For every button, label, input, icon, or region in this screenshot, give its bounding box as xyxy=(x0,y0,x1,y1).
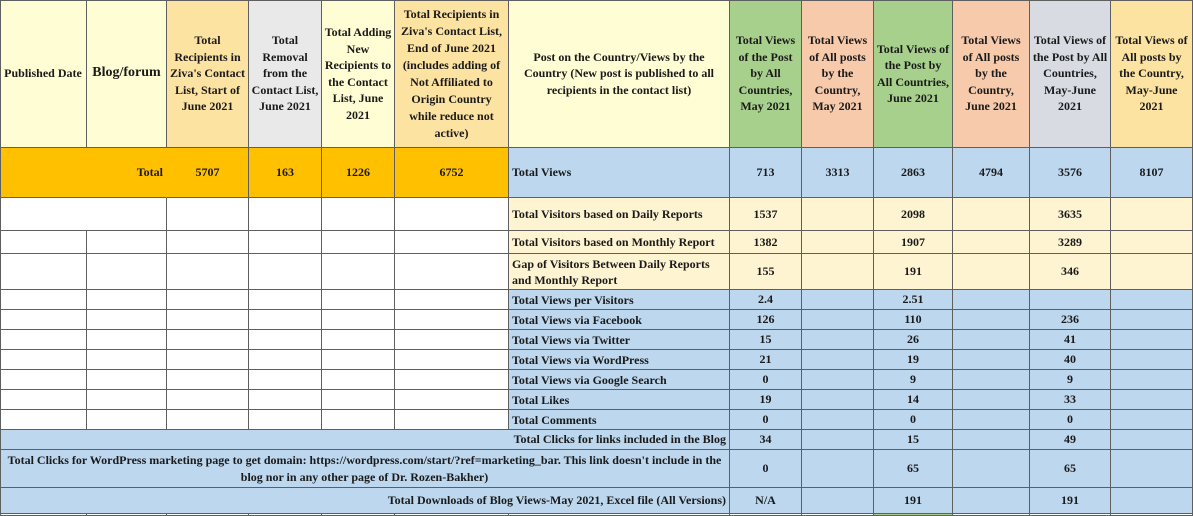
metric-may[interactable]: 2.4 xyxy=(730,290,802,310)
bottom-metric-all-may-june[interactable] xyxy=(1111,430,1193,450)
empty-cell[interactable] xyxy=(249,231,322,254)
empty-cell[interactable] xyxy=(0,410,87,430)
metric-may-june[interactable]: 3635 xyxy=(1030,198,1111,231)
metric-all-may-june[interactable] xyxy=(1111,350,1193,370)
metric-all-may-june[interactable] xyxy=(1111,198,1193,231)
bottom-metric-all-may[interactable] xyxy=(802,430,874,450)
metric-all-may[interactable] xyxy=(802,410,874,430)
metric-may-june[interactable]: 33 xyxy=(1030,390,1111,410)
empty-cell[interactable] xyxy=(249,290,322,310)
metric-label[interactable]: Total Views via Google Search xyxy=(509,370,730,390)
empty-cell[interactable] xyxy=(395,231,509,254)
empty-cell[interactable] xyxy=(322,350,395,370)
metric-label[interactable]: Total Views via Twitter xyxy=(509,330,730,350)
metric-all-june[interactable] xyxy=(953,390,1030,410)
metric-june[interactable]: 110 xyxy=(874,310,953,330)
metric-may[interactable]: 126 xyxy=(730,310,802,330)
metric-label[interactable]: Total Comments xyxy=(509,410,730,430)
metric-all-may-june[interactable] xyxy=(1111,254,1193,290)
empty-cell[interactable] xyxy=(167,410,249,430)
metric-label[interactable]: Gap of Visitors Between Daily Reports and Monthly Report xyxy=(509,254,730,290)
metric-may[interactable]: 0 xyxy=(730,410,802,430)
empty-cell[interactable] xyxy=(249,330,322,350)
header-views-all-country-may[interactable]: Total Views of All posts by the Country, May 2021 xyxy=(802,0,874,148)
grid-top-border xyxy=(0,0,1193,1)
empty-cell[interactable] xyxy=(0,350,87,370)
metric-may-june[interactable]: 3289 xyxy=(1030,231,1111,254)
empty-cell[interactable] xyxy=(322,231,395,254)
metric-may[interactable]: 21 xyxy=(730,350,802,370)
metric-may[interactable]: 19 xyxy=(730,390,802,410)
total-views-june[interactable]: 2863 xyxy=(874,148,953,198)
empty-cell[interactable] xyxy=(167,231,249,254)
metric-label[interactable]: Total Views via Facebook xyxy=(509,310,730,330)
metric-all-may[interactable] xyxy=(802,390,874,410)
empty-cell[interactable] xyxy=(0,390,87,410)
metric-all-june[interactable] xyxy=(953,370,1030,390)
metric-may[interactable]: 1537 xyxy=(730,198,802,231)
empty-cell[interactable] xyxy=(0,310,87,330)
bottom-metric-label[interactable]: Total Clicks for WordPress marketing page to get domain: https://wordpress.com/start/?ref=marketing_bar. This link doesn't include in the blog nor in any other page of Dr. Rozen-Bakher) xyxy=(0,450,730,488)
metric-may-june[interactable]: 346 xyxy=(1030,254,1111,290)
header-views-post-may[interactable]: Total Views of the Post by All Countries, May 2021 xyxy=(730,0,802,148)
metric-may[interactable]: 15 xyxy=(730,330,802,350)
empty-cell[interactable] xyxy=(322,254,395,290)
bottom-metric-may-june[interactable]: 49 xyxy=(1030,430,1111,450)
empty-cell[interactable] xyxy=(395,310,509,330)
empty-cell[interactable] xyxy=(167,390,249,410)
empty-cell[interactable] xyxy=(249,410,322,430)
metric-label[interactable]: Total Visitors based on Daily Reports xyxy=(509,198,730,231)
metric-label[interactable]: Total Likes xyxy=(509,390,730,410)
total-removal[interactable]: 163 xyxy=(249,148,322,198)
bottom-metric-may[interactable]: 0 xyxy=(730,450,802,488)
metric-label[interactable]: Total Views via WordPress xyxy=(509,350,730,370)
empty-cell[interactable] xyxy=(0,330,87,350)
total-views-all-june[interactable]: 4794 xyxy=(953,148,1030,198)
empty-cell[interactable] xyxy=(322,310,395,330)
empty-cell[interactable] xyxy=(87,254,167,290)
empty-cell[interactable] xyxy=(0,254,87,290)
empty-cell[interactable] xyxy=(322,290,395,310)
metric-june[interactable]: 0 xyxy=(874,410,953,430)
header-post-country[interactable]: Post on the Country/Views by the Country (New post is published to all recipients in the contact list) xyxy=(509,0,730,148)
empty-cell[interactable] xyxy=(87,231,167,254)
metric-all-may[interactable] xyxy=(802,198,874,231)
header-end-june[interactable]: Total Recipients in Ziva's Contact List, End of June 2021 (includes adding of Not Affiliated to Origin Country while reduce not active) xyxy=(395,0,509,148)
metric-all-may[interactable] xyxy=(802,290,874,310)
bottom-metric-all-may-june[interactable] xyxy=(1111,450,1193,488)
empty-cell[interactable] xyxy=(167,350,249,370)
bottom-metric-all-june[interactable] xyxy=(953,450,1030,488)
metric-june[interactable]: 14 xyxy=(874,390,953,410)
empty-cell[interactable] xyxy=(395,350,509,370)
total-views-all-may-june[interactable]: 8107 xyxy=(1111,148,1193,198)
metric-all-june[interactable] xyxy=(953,350,1030,370)
metric-all-may-june[interactable] xyxy=(1111,410,1193,430)
empty-cell[interactable] xyxy=(0,231,87,254)
empty-cell[interactable] xyxy=(249,390,322,410)
empty-cell[interactable] xyxy=(322,370,395,390)
header-views-all-country-may-june[interactable]: Total Views of All posts by the Country, May-June 2021 xyxy=(1111,0,1193,148)
bottom-metric-all-may-june[interactable] xyxy=(1111,488,1193,514)
empty-cell[interactable] xyxy=(249,370,322,390)
metric-may[interactable]: 155 xyxy=(730,254,802,290)
metric-may-june[interactable]: 9 xyxy=(1030,370,1111,390)
metric-may-june[interactable]: 0 xyxy=(1030,410,1111,430)
empty-cell[interactable] xyxy=(167,370,249,390)
metric-all-may-june[interactable] xyxy=(1111,370,1193,390)
bottom-metric-all-may[interactable] xyxy=(802,488,874,514)
header-removal-june[interactable]: Total Removal from the Contact List, June 2021 xyxy=(249,0,322,148)
metric-all-june[interactable] xyxy=(953,410,1030,430)
total-views-may-june[interactable]: 3576 xyxy=(1030,148,1111,198)
header-published-date[interactable]: Published Date xyxy=(0,0,87,148)
metric-all-may[interactable] xyxy=(802,350,874,370)
empty-cell[interactable] xyxy=(249,350,322,370)
metric-all-june[interactable] xyxy=(953,330,1030,350)
empty-cell[interactable] xyxy=(87,330,167,350)
metric-may-june[interactable]: 236 xyxy=(1030,310,1111,330)
empty-cell[interactable] xyxy=(322,390,395,410)
empty-cell[interactable] xyxy=(395,254,509,290)
metric-june[interactable]: 26 xyxy=(874,330,953,350)
empty-cell[interactable] xyxy=(395,410,509,430)
metric-june[interactable]: 1907 xyxy=(874,231,953,254)
metric-june[interactable]: 2098 xyxy=(874,198,953,231)
empty-cell[interactable] xyxy=(249,198,322,231)
metric-all-may[interactable] xyxy=(802,330,874,350)
bottom-metric-may-june[interactable]: 65 xyxy=(1030,450,1111,488)
metric-all-may-june[interactable] xyxy=(1111,231,1193,254)
metric-label[interactable]: Total Views per Visitors xyxy=(509,290,730,310)
empty-cell[interactable] xyxy=(0,290,87,310)
bottom-metric-june[interactable]: 191 xyxy=(874,488,953,514)
empty-cell[interactable] xyxy=(87,370,167,390)
metric-june[interactable]: 191 xyxy=(874,254,953,290)
empty-cell[interactable] xyxy=(167,254,249,290)
metric-all-june[interactable] xyxy=(953,198,1030,231)
empty-cell[interactable] xyxy=(87,390,167,410)
metric-all-may-june[interactable] xyxy=(1111,310,1193,330)
empty-cell[interactable] xyxy=(322,198,395,231)
header-adding-june[interactable]: Total Adding New Recipients to the Contact List, June 2021 xyxy=(322,0,395,148)
total-start-june[interactable]: 5707 xyxy=(167,148,249,198)
metric-all-june[interactable] xyxy=(953,310,1030,330)
metric-all-june[interactable] xyxy=(953,254,1030,290)
bottom-metric-all-june[interactable] xyxy=(953,488,1030,514)
header-views-all-country-june[interactable]: Total Views of All posts by the Country, June 2021 xyxy=(953,0,1030,148)
total-views-may[interactable]: 713 xyxy=(730,148,802,198)
metric-may-june[interactable]: 41 xyxy=(1030,330,1111,350)
empty-cell[interactable] xyxy=(249,310,322,330)
empty-cell[interactable] xyxy=(395,330,509,350)
metric-may-june[interactable]: 40 xyxy=(1030,350,1111,370)
bottom-metric-label[interactable]: Total Clicks for links included in the Blog xyxy=(0,430,730,450)
header-start-june[interactable]: Total Recipients in Ziva's Contact List, Start of June 2021 xyxy=(167,0,249,148)
metric-june[interactable]: 2.51 xyxy=(874,290,953,310)
metric-june[interactable]: 9 xyxy=(874,370,953,390)
empty-cell[interactable] xyxy=(87,350,167,370)
total-views-all-may[interactable]: 3313 xyxy=(802,148,874,198)
empty-cell[interactable] xyxy=(167,310,249,330)
empty-cell[interactable] xyxy=(167,290,249,310)
empty-cell[interactable] xyxy=(395,290,509,310)
grid-left-border xyxy=(0,0,1,516)
empty-cell[interactable] xyxy=(395,198,509,231)
total-end-june[interactable]: 6752 xyxy=(395,148,509,198)
metric-all-may[interactable] xyxy=(802,370,874,390)
bottom-metric-label[interactable]: Total Downloads of Blog Views-May 2021, Excel file (All Versions) xyxy=(0,488,730,514)
empty-cell[interactable] xyxy=(0,370,87,390)
empty-cell[interactable] xyxy=(322,410,395,430)
metric-all-may[interactable] xyxy=(802,254,874,290)
empty-cell[interactable] xyxy=(249,254,322,290)
empty-cell[interactable] xyxy=(0,198,167,231)
metric-all-june[interactable] xyxy=(953,231,1030,254)
bottom-metric-may[interactable]: N/A xyxy=(730,488,802,514)
bottom-metric-all-june[interactable] xyxy=(953,430,1030,450)
header-views-post-may-june[interactable]: Total Views of the Post by All Countries, May-June 2021 xyxy=(1030,0,1111,148)
metric-all-may[interactable] xyxy=(802,231,874,254)
empty-cell[interactable] xyxy=(87,410,167,430)
metric-all-may-june[interactable] xyxy=(1111,330,1193,350)
metric-label[interactable]: Total Visitors based on Monthly Report xyxy=(509,231,730,254)
total-adding[interactable]: 1226 xyxy=(322,148,395,198)
empty-cell[interactable] xyxy=(87,310,167,330)
bottom-metric-june[interactable]: 65 xyxy=(874,450,953,488)
metric-all-may-june[interactable] xyxy=(1111,390,1193,410)
metric-may[interactable]: 0 xyxy=(730,370,802,390)
metric-june[interactable]: 19 xyxy=(874,350,953,370)
bottom-metric-june[interactable]: 15 xyxy=(874,430,953,450)
bottom-metric-may-june[interactable]: 191 xyxy=(1030,488,1111,514)
total-label-cell[interactable]: Total xyxy=(0,148,167,198)
empty-cell[interactable] xyxy=(395,390,509,410)
bottom-metric-all-may[interactable] xyxy=(802,450,874,488)
bottom-metric-may[interactable]: 34 xyxy=(730,430,802,450)
empty-cell[interactable] xyxy=(167,198,249,231)
empty-cell[interactable] xyxy=(322,330,395,350)
header-views-post-june[interactable]: Total Views of the Post by All Countries, June 2021 xyxy=(874,0,953,148)
empty-cell[interactable] xyxy=(167,330,249,350)
metric-all-may[interactable] xyxy=(802,310,874,330)
metric-all-june[interactable] xyxy=(953,290,1030,310)
empty-cell[interactable] xyxy=(87,290,167,310)
metric-may[interactable]: 1382 xyxy=(730,231,802,254)
total-views-label[interactable]: Total Views xyxy=(509,148,730,198)
empty-cell[interactable] xyxy=(395,370,509,390)
metric-all-may-june[interactable] xyxy=(1111,290,1193,310)
header-blog-forum[interactable]: Blog/forum xyxy=(87,0,167,148)
metric-may-june[interactable] xyxy=(1030,290,1111,310)
